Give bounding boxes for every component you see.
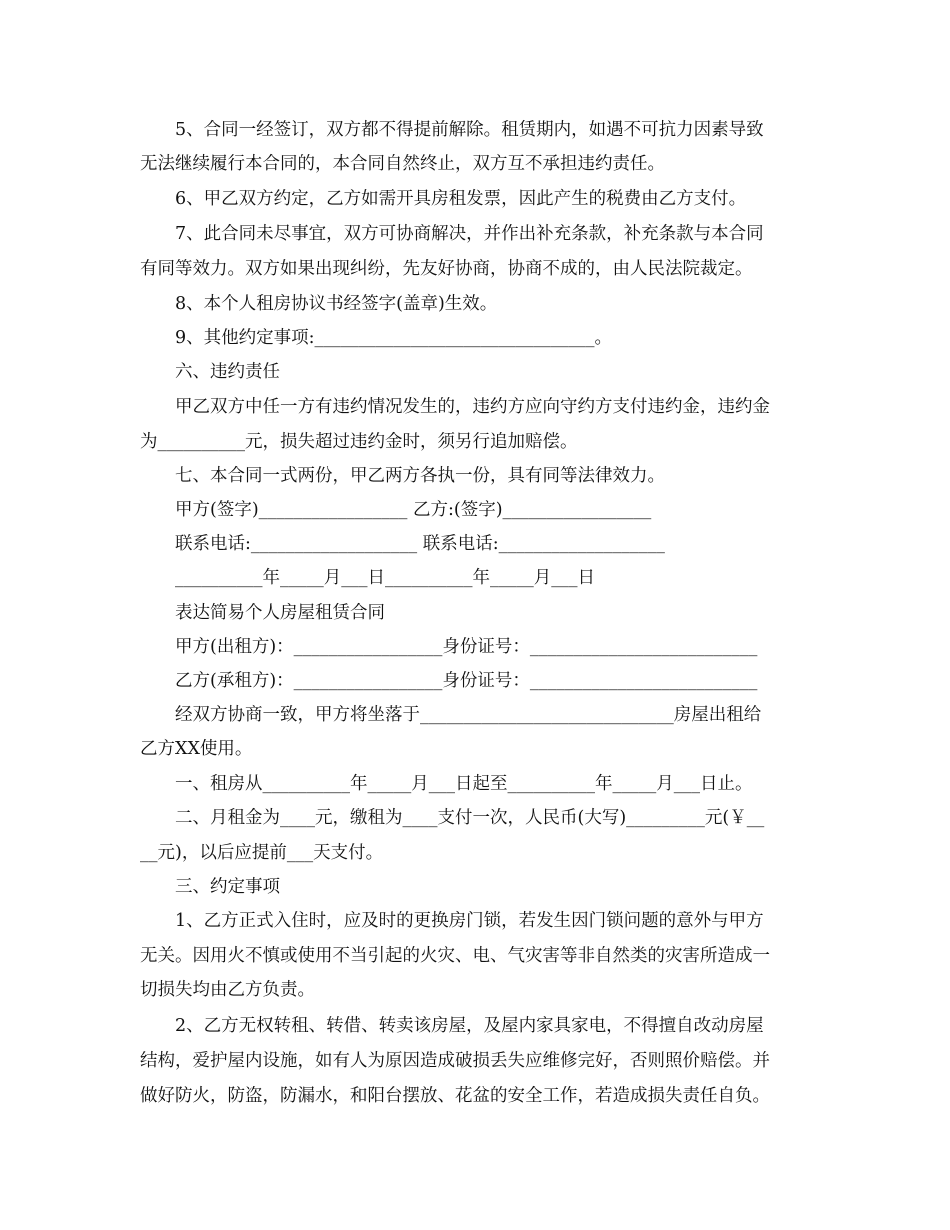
text-line: 结构，爱护屋内设施，如有人为原因造成破损丢失应维修完好，否则照价赔偿。并 (140, 1051, 770, 1071)
contract-title: 表达简易个人房屋租赁合同 (175, 603, 385, 623)
text-line: 1、乙方正式入住时，应及时的更换房门锁，若发生因门锁问题的意外与甲方 (175, 911, 764, 931)
text-line: 做好防火，防盗，防漏水，和阳台摆放、花盆的安全工作，若造成损失责任自负。 (140, 1086, 770, 1106)
text-line: 无关。因用火不慎或使用不当引起的火灾、电、气灾害等非自然类的灾害所造成一 (140, 946, 770, 966)
section-heading: 三、约定事项 (175, 877, 280, 897)
text-line: 7、此合同未尽事宜，双方可协商解决，并作出补充条款，补充条款与本合同 (175, 224, 764, 244)
text-line: 一、租房从__________年_____月___日起至__________年_____月___日止。 (175, 774, 753, 794)
text-line: 9、其他约定事项:________________________________。 (175, 328, 613, 348)
text-line: 经双方协商一致，甲方将坐落于_____________________________房屋出租给 (175, 705, 762, 725)
text-line: 乙方XX使用。 (140, 739, 253, 759)
text-line: 切损失均由乙方负责。 (140, 980, 315, 1000)
text-line: __元)，以后应提前___天支付。 (140, 843, 384, 863)
text-line: 甲乙双方中任一方有违约情况发生的，违约方应向守约方支付违约金，违约金 (175, 397, 770, 417)
date-line: __________年_____月___日__________年_____月___日 (175, 568, 595, 588)
text-line: 无法继续履行本合同的，本合同自然终止，双方互不承担违约责任。 (140, 154, 665, 174)
section-heading: 六、违约责任 (175, 362, 280, 382)
text-line: 6、甲乙双方约定，乙方如需开具房租发票，因此产生的税费由乙方支付。 (175, 189, 747, 209)
text-line: 5、合同一经签订，双方都不得提前解除。租赁期内，如遇不可抗力因素导致 (175, 120, 764, 140)
text-line: 二、月租金为____元，缴租为____支付一次，人民币(大写)_________元(￥__ (175, 808, 765, 828)
signature-line: 甲方(签字)_________________ 乙方:(签字)_________________ (175, 500, 652, 520)
text-line: 有同等效力。双方如果出现纠纷，先友好协商，协商不成的，由人民法院裁定。 (140, 259, 753, 279)
party-a-line: 甲方(出租方)：_________________身份证号：__________________________ (175, 637, 758, 657)
text-line: 七、本合同一式两份，甲乙两方各执一份，具有同等法律效力。 (175, 466, 665, 486)
text-line: 为__________元，损失超过违约金时，须另行追加赔偿。 (140, 432, 578, 452)
party-b-line: 乙方(承租方)：_________________身份证号：__________________________ (175, 671, 758, 691)
text-line: 8、本个人租房协议书经签字(盖章)生效。 (175, 294, 498, 314)
phone-line: 联系电话:___________________ 联系电话:___________________ (175, 534, 665, 554)
text-line: 2、乙方无权转租、转借、转卖该房屋，及屋内家具家电，不得擅自改动房屋 (175, 1016, 764, 1036)
